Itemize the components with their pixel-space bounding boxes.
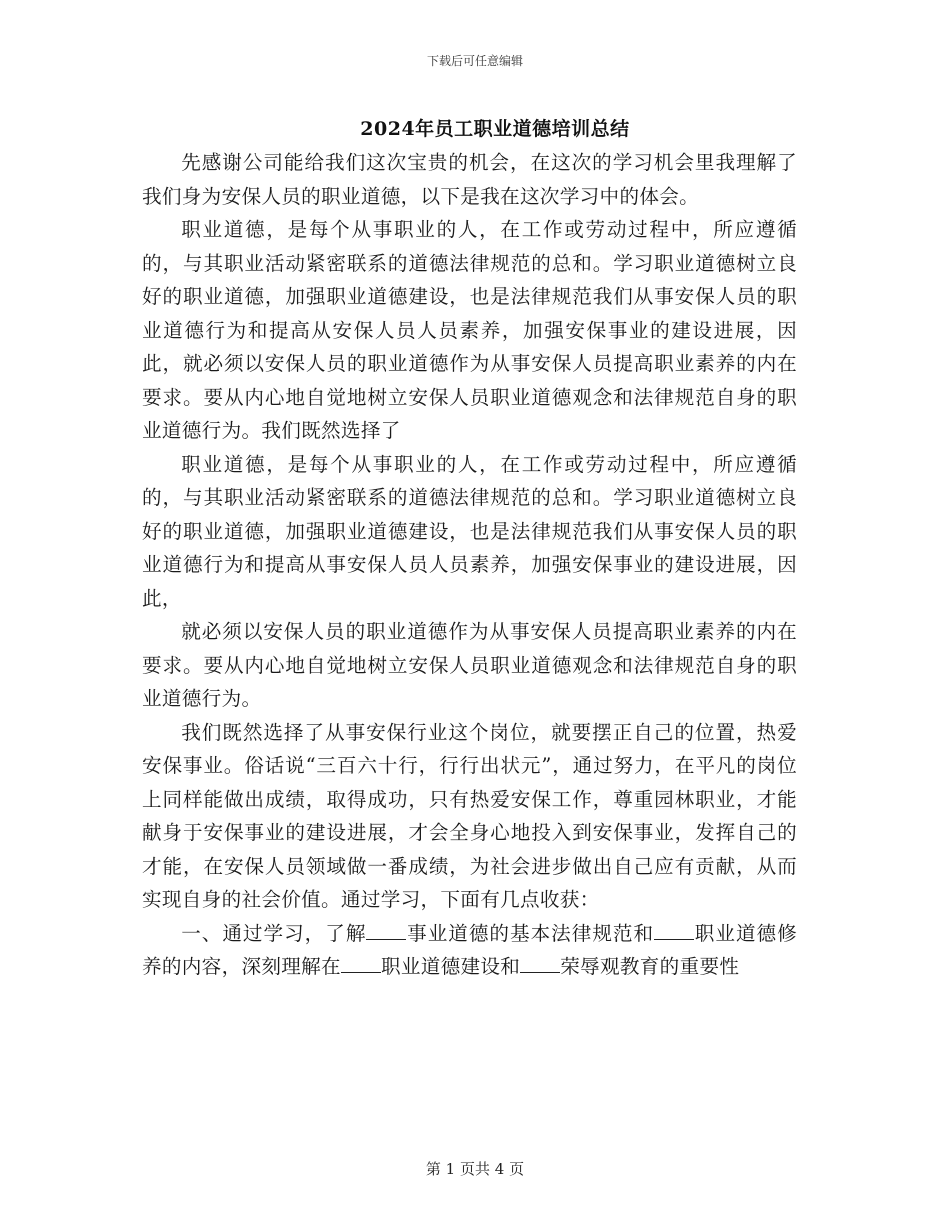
paragraph-6 bbox=[142, 917, 797, 984]
paragraph-6-part-3: 职业道德修养的内容，深刻理解在 bbox=[142, 921, 797, 978]
paragraph-6-part-2: 事业道德的基本法律规范和 bbox=[406, 921, 655, 945]
page-number: 第 1 页共 4 页 bbox=[425, 1160, 525, 1178]
paragraph-1: 先感谢公司能给我们这次宝贵的机会，在这次的学习机会里我理解了我们身为安保人员的职业道德，以下是我在这次学习中的体会。 bbox=[142, 151, 797, 208]
document-body bbox=[142, 146, 797, 984]
document-title: 2024年员工职业道德培训总结 bbox=[360, 118, 630, 140]
fill-blank bbox=[520, 954, 560, 973]
paragraph-6-part-5: 荣辱观教育的重要性 bbox=[560, 955, 740, 978]
paragraph-2: 职业道德，是每个从事职业的人，在工作或劳动过程中，所应遵循的，与其职业活动紧密联系的道德法律规范的总和。学习职业道德树立良好的职业道德，加强职业道德建设，也是法律规范我们从事安保人员的职业道德行为和提高从安保人员人员素养，加强安保事业的建设进展，因此，就必须以安保人员的职业道德作为从事安保人员提高职业素养的内在要求。要从内心地自觉地树立安保人员职业道德观念和法律规范自身的职业道德行为。我们既然选择了 bbox=[142, 218, 797, 442]
paragraph-4: 就必须以安保人员的职业道德作为从事安保人员提高职业素养的内在要求。要从内心地自觉地树立安保人员职业道德观念和法律规范自身的职业道德行为。 bbox=[142, 620, 797, 710]
paragraph-5: 我们既然选择了从事安保行业这个岗位，就要摆正自己的位置，热爱安保事业。俗话说“三百六十行，行行出状元”，通过努力，在平凡的岗位上同样能做出成绩，取得成功，只有热爱安保工作，尊重园林职业，才能献身于安保事业的建设进展，才会全身心地投入到安保事业，发挥自己的才能，在安保人员领域做一番成绩，为社会进步做出自己应有贡献，从而实现自身的社会价值。通过学习，下面有几点收获： bbox=[142, 720, 797, 911]
fill-blank bbox=[341, 954, 381, 973]
paragraph-3: 职业道德，是每个从事职业的人，在工作或劳动过程中，所应遵循的，与其职业活动紧密联系的道德法律规范的总和。学习职业道德树立良好的职业道德，加强职业道德建设，也是法律规范我们从事安保人员的职业道德行为和提高从事安保人员人员素养，加强安保事业的建设进展，因此， bbox=[142, 452, 797, 610]
page-header-note: 下载后可任意编辑 bbox=[426, 54, 523, 68]
fill-blank bbox=[366, 921, 406, 940]
paragraph-6-part-4: 职业道德建设和 bbox=[380, 955, 521, 978]
paragraph-6-part-1: 一、通过学习，了解 bbox=[181, 921, 367, 945]
fill-blank bbox=[654, 921, 694, 940]
